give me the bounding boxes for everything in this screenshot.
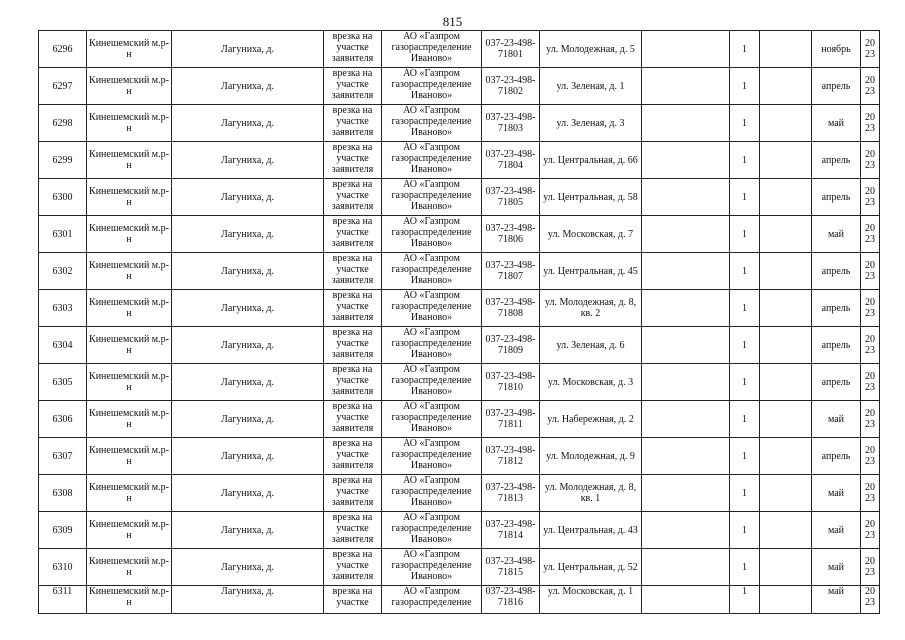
cell-empty [760,438,812,475]
cell-settlement: Лагуниха, д. [172,512,324,549]
cell-quantity: 1 [730,401,760,438]
cell-empty [642,475,730,512]
cell-connection-type: врезка на участке заявителя [324,179,382,216]
cell-district: Кинешемский м.р-н [87,290,172,327]
table-row [39,142,880,179]
cell-gas-organization: АО «Газпром газораспределение Иваново» [382,364,482,401]
cell-year: 2023 [861,327,880,364]
cell-empty [642,216,730,253]
cell-district: Кинешемский м.р-н [87,512,172,549]
cell-address: ул. Центральная, д. 45 [540,253,642,290]
cell-district: Кинешемский м.р-н [87,68,172,105]
cell-empty [760,253,812,290]
cell-connection-type: врезка на участке заявителя [324,290,382,327]
cell-district: Кинешемский м.р-н [87,586,172,614]
cell-district: Кинешемский м.р-н [87,253,172,290]
cell-year: 2023 [861,586,880,614]
cell-empty [760,142,812,179]
cell-address: ул. Московская, д. 7 [540,216,642,253]
cell-month: май [812,216,861,253]
cell-quantity: 1 [730,475,760,512]
cell-year: 2023 [861,401,880,438]
cell-row-number: 6303 [39,290,87,327]
cell-empty [642,586,730,614]
cell-connection-type: врезка на участке заявителя [324,31,382,68]
cell-empty [642,438,730,475]
table-row [39,401,880,438]
cell-settlement: Лагуниха, д. [172,253,324,290]
cell-empty [760,216,812,253]
cell-row-number: 6302 [39,253,87,290]
cell-empty [642,401,730,438]
cell-quantity: 1 [730,364,760,401]
cell-quantity: 1 [730,512,760,549]
cell-year: 2023 [861,475,880,512]
table-row [39,179,880,216]
cell-settlement: Лагуниха, д. [172,401,324,438]
cell-connection-type: врезка на участке заявителя [324,142,382,179]
cell-month: апрель [812,68,861,105]
cell-gas-organization: АО «Газпром газораспределение Иваново» [382,142,482,179]
cell-gas-organization: АО «Газпром газораспределение Иваново» [382,253,482,290]
cell-month: май [812,586,861,614]
cell-object-code: 037-23-498-71807 [482,253,540,290]
cell-address: ул. Зеленая, д. 1 [540,68,642,105]
cell-row-number: 6308 [39,475,87,512]
cell-connection-type: врезка на участке заявителя [324,68,382,105]
cell-object-code: 037-23-498-71802 [482,68,540,105]
cell-quantity: 1 [730,31,760,68]
cell-year: 2023 [861,31,880,68]
cell-quantity: 1 [730,438,760,475]
cell-connection-type: врезка на участке заявителя [324,475,382,512]
cell-empty [760,475,812,512]
cell-district: Кинешемский м.р-н [87,401,172,438]
cell-quantity: 1 [730,327,760,364]
cell-row-number: 6305 [39,364,87,401]
cell-empty [642,105,730,142]
cell-quantity: 1 [730,290,760,327]
cell-month: апрель [812,179,861,216]
cell-district: Кинешемский м.р-н [87,475,172,512]
cell-district: Кинешемский м.р-н [87,549,172,586]
cell-gas-organization: АО «Газпром газораспределение Иваново» [382,290,482,327]
cell-object-code: 037-23-498-71814 [482,512,540,549]
cell-year: 2023 [861,512,880,549]
cell-address: ул. Молодежная, д. 9 [540,438,642,475]
cell-settlement: Лагуниха, д. [172,364,324,401]
cell-object-code: 037-23-498-71808 [482,290,540,327]
cell-gas-organization: АО «Газпром газораспределение Иваново» [382,105,482,142]
cell-empty [760,31,812,68]
cell-settlement: Лагуниха, д. [172,475,324,512]
cell-quantity: 1 [730,68,760,105]
cell-connection-type: врезка на участке [324,586,382,614]
cell-year: 2023 [861,253,880,290]
cell-empty [642,31,730,68]
cell-month: апрель [812,364,861,401]
cell-empty [760,586,812,614]
cell-gas-organization: АО «Газпром газораспределение Иваново» [382,68,482,105]
cell-quantity: 1 [730,142,760,179]
cell-row-number: 6307 [39,438,87,475]
cell-month: апрель [812,142,861,179]
cell-connection-type: врезка на участке заявителя [324,327,382,364]
cell-settlement: Лагуниха, д. [172,142,324,179]
cell-settlement: Лагуниха, д. [172,31,324,68]
cell-row-number: 6310 [39,549,87,586]
cell-gas-organization: АО «Газпром газораспределение [382,586,482,614]
cell-address: ул. Центральная, д. 58 [540,179,642,216]
cell-settlement: Лагуниха, д. [172,327,324,364]
cell-quantity: 1 [730,179,760,216]
cell-year: 2023 [861,68,880,105]
table-row [39,105,880,142]
cell-year: 2023 [861,216,880,253]
cell-month: май [812,475,861,512]
cell-empty [760,179,812,216]
cell-settlement: Лагуниха, д. [172,216,324,253]
cell-settlement: Лагуниха, д. [172,549,324,586]
cell-object-code: 037-23-498-71816 [482,586,540,614]
cell-settlement: Лагуниха, д. [172,290,324,327]
cell-row-number: 6301 [39,216,87,253]
cell-year: 2023 [861,105,880,142]
cell-address: ул. Зеленая, д. 3 [540,105,642,142]
cell-object-code: 037-23-498-71803 [482,105,540,142]
cell-object-code: 037-23-498-71804 [482,142,540,179]
cell-quantity: 1 [730,586,760,614]
cell-gas-organization: АО «Газпром газораспределение Иваново» [382,512,482,549]
cell-quantity: 1 [730,105,760,142]
cell-object-code: 037-23-498-71812 [482,438,540,475]
cell-empty [642,179,730,216]
cell-address: ул. Набережная, д. 2 [540,401,642,438]
cell-empty [642,327,730,364]
cell-settlement: Лагуниха, д. [172,586,324,614]
cell-month: май [812,401,861,438]
cell-row-number: 6296 [39,31,87,68]
cell-settlement: Лагуниха, д. [172,179,324,216]
cell-month: май [812,549,861,586]
cell-address: ул. Молодежная, д. 8, кв. 2 [540,290,642,327]
cell-district: Кинешемский м.р-н [87,438,172,475]
table-row [39,253,880,290]
page-number: 815 [442,14,463,29]
cell-connection-type: врезка на участке заявителя [324,105,382,142]
cell-month: апрель [812,253,861,290]
cell-gas-organization: АО «Газпром газораспределение Иваново» [382,475,482,512]
cell-connection-type: врезка на участке заявителя [324,438,382,475]
cell-empty [760,327,812,364]
cell-address: ул. Молодежная, д. 8, кв. 1 [540,475,642,512]
cell-gas-organization: АО «Газпром газораспределение Иваново» [382,216,482,253]
cell-address: ул. Центральная, д. 43 [540,512,642,549]
cell-quantity: 1 [730,549,760,586]
cell-quantity: 1 [730,253,760,290]
cell-connection-type: врезка на участке заявителя [324,253,382,290]
cell-row-number: 6304 [39,327,87,364]
cell-month: май [812,512,861,549]
cell-object-code: 037-23-498-71809 [482,327,540,364]
cell-empty [642,68,730,105]
cell-quantity: 1 [730,216,760,253]
cell-empty [760,290,812,327]
cell-district: Кинешемский м.р-н [87,31,172,68]
cell-district: Кинешемский м.р-н [87,327,172,364]
cell-row-number: 6299 [39,142,87,179]
cell-gas-organization: АО «Газпром газораспределение Иваново» [382,327,482,364]
cell-row-number: 6300 [39,179,87,216]
cell-row-number: 6297 [39,68,87,105]
cell-address: ул. Центральная, д. 66 [540,142,642,179]
cell-empty [642,512,730,549]
cell-connection-type: врезка на участке заявителя [324,401,382,438]
table-row [39,475,880,512]
cell-gas-organization: АО «Газпром газораспределение Иваново» [382,31,482,68]
cell-empty [760,68,812,105]
cell-settlement: Лагуниха, д. [172,105,324,142]
cell-gas-organization: АО «Газпром газораспределение Иваново» [382,438,482,475]
cell-address: ул. Молодежная, д. 5 [540,31,642,68]
table-row [39,364,880,401]
cell-settlement: Лагуниха, д. [172,68,324,105]
cell-object-code: 037-23-498-71805 [482,179,540,216]
cell-year: 2023 [861,364,880,401]
cell-connection-type: врезка на участке заявителя [324,549,382,586]
cell-connection-type: врезка на участке заявителя [324,512,382,549]
cell-empty [642,290,730,327]
cell-district: Кинешемский м.р-н [87,179,172,216]
cell-empty [642,253,730,290]
cell-object-code: 037-23-498-71801 [482,31,540,68]
cell-empty [760,512,812,549]
cell-address: ул. Центральная, д. 52 [540,549,642,586]
cell-district: Кинешемский м.р-н [87,216,172,253]
cell-row-number: 6311 [39,586,87,614]
cell-month: апрель [812,438,861,475]
cell-district: Кинешемский м.р-н [87,364,172,401]
table-body [39,31,880,614]
table-row [39,68,880,105]
cell-row-number: 6309 [39,512,87,549]
cell-object-code: 037-23-498-71806 [482,216,540,253]
gas-connection-table [38,30,880,614]
cell-settlement: Лагуниха, д. [172,438,324,475]
table-row [39,216,880,253]
cell-year: 2023 [861,142,880,179]
table-row [39,290,880,327]
table-row [39,327,880,364]
cell-year: 2023 [861,290,880,327]
cell-address: ул. Московская, д. 1 [540,586,642,614]
cell-year: 2023 [861,438,880,475]
cell-gas-organization: АО «Газпром газораспределение Иваново» [382,401,482,438]
table-row [39,512,880,549]
cell-connection-type: врезка на участке заявителя [324,216,382,253]
cell-object-code: 037-23-498-71815 [482,549,540,586]
cell-address: ул. Зеленая, д. 6 [540,327,642,364]
cell-year: 2023 [861,179,880,216]
cell-empty [760,401,812,438]
cell-gas-organization: АО «Газпром газораспределение Иваново» [382,549,482,586]
cell-object-code: 037-23-498-71810 [482,364,540,401]
cell-gas-organization: АО «Газпром газораспределение Иваново» [382,179,482,216]
cell-month: ноябрь [812,31,861,68]
cell-district: Кинешемский м.р-н [87,105,172,142]
cell-empty [760,364,812,401]
cell-year: 2023 [861,549,880,586]
cell-connection-type: врезка на участке заявителя [324,364,382,401]
cell-address: ул. Московская, д. 3 [540,364,642,401]
cell-empty [760,549,812,586]
cell-row-number: 6306 [39,401,87,438]
cell-object-code: 037-23-498-71811 [482,401,540,438]
table-row [39,586,880,614]
cell-empty [642,364,730,401]
cell-district: Кинешемский м.р-н [87,142,172,179]
table-row [39,31,880,68]
cell-empty [642,142,730,179]
cell-object-code: 037-23-498-71813 [482,475,540,512]
cell-row-number: 6298 [39,105,87,142]
cell-month: апрель [812,290,861,327]
cell-month: май [812,105,861,142]
cell-empty [760,105,812,142]
cell-empty [642,549,730,586]
table-row [39,549,880,586]
cell-month: апрель [812,327,861,364]
table-row [39,438,880,475]
